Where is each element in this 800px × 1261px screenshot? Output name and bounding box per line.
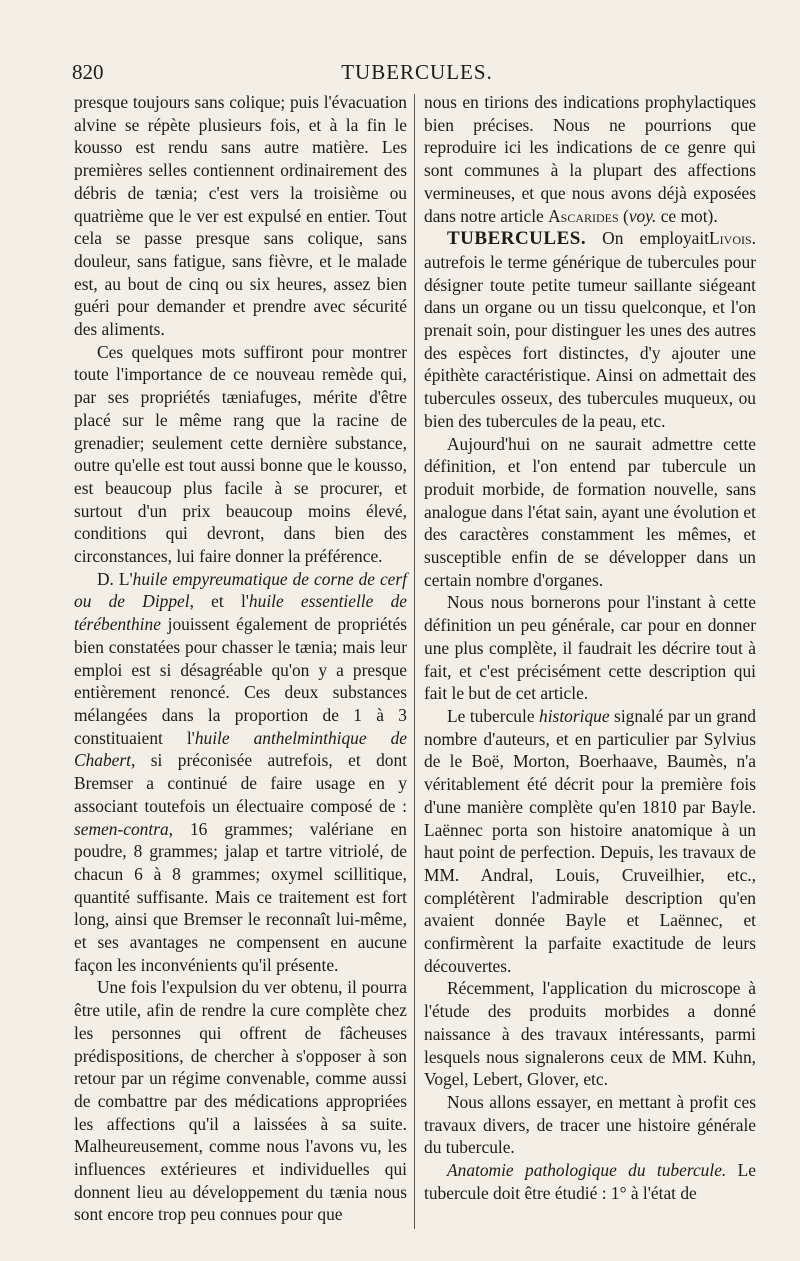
article-opening-paragraph bbox=[424, 227, 756, 432]
italic-term: huile essentielle de térébenthine bbox=[74, 591, 407, 635]
paragraph: Récemment, l'application du microscope à l'étude des produits morbides a donné naissance à des travaux intéressants, parmi lesquels nous signalerons ceux de MM. Kuhn, Vogel, Lebert, Glover, etc. bbox=[424, 978, 756, 1090]
text-run: ce mot). bbox=[656, 205, 718, 226]
italic-term: historique bbox=[539, 705, 610, 726]
text-run: On employait autrefois le terme générique de tubercules pour désigner toute petite tumeur saillante siégeant dans un organe ou un tissu quelconque, et l'on prenait soin, pour distinguer les unes des autres des espèces fort distinctes, d'y ajouter une épithète caractéristique. Ainsi on admettait des tubercules osseux, des tubercules muqueux, ou bien des tubercules de la peau, etc. bbox=[424, 228, 756, 431]
italic-term: huile empyreumatique de corne de cerf ou de Dippel bbox=[74, 568, 407, 612]
paragraph: Ces quelques mots suffiront pour montrer toute l'importance de ce nouveau remède qui, par ses propriétés tæniafuges, mérite d'être placé sur le même rang que la racine de grenadier; seulement cette dernière substance, outre qu'elle est tout aussi bonne que le kousso, est beaucoup plus facile à se procurer, et surtout d'un prix beaucoup moins élevé, conditions qui devront, dans bien des circonstances, lui faire donner la préférence. bbox=[74, 341, 407, 567]
text-run: Le tubercule bbox=[447, 705, 540, 726]
text-run: jouissent également de propriétés bien constatées pour chasser le tænia; mais leur emploi est si désagréable qu'on y a presque entièrement renoncé. Ces deux substances mélangées dans la proportion de 1 à 3 constituaient l' bbox=[74, 614, 407, 748]
paragraph bbox=[424, 1159, 756, 1204]
running-head bbox=[72, 60, 762, 90]
text-run: signalé par un grand nombre d'auteurs, et en particulier par Sylvius de le Boë, Morton, Boerhaave, Baumès, n'a véritablement été décrit pour la première fois d'une manière complète qu'en 1810 par Bayle. Laënnec porta son histoire anatomique à un haut point de perfection. Depuis, les travaux de MM. Andral, Louis, Cruveilhier, etc., complétèrent l'admirable description qu'en avaient donnée Bayle et Laënnec, et confirmèrent la parfaite exactitude de leurs découvertes. bbox=[424, 705, 756, 976]
left-column bbox=[74, 91, 407, 1226]
author-signature: Livois. bbox=[709, 228, 756, 249]
italic-term: huile anthelminthique de Chabert bbox=[74, 727, 407, 771]
text-run: , et l' bbox=[189, 591, 249, 612]
paragraph: presque toujours sans colique; puis l'évacuation alvine se répète plusieurs fois, et à la fin le kousso est rendu sans autre matière. Les premières selles contiennent ordinairement des débris de tænia; c'est vers la troisième ou quatrième que le ver est expulsé en entier. Tout cela se passe presque sans colique, sans douleur, sans fatigue, sans fièvre, et le malade est, au bout de cinq ou six heures, assez bien guéri pour demander et prendre avec sécurité des aliments. bbox=[74, 92, 407, 340]
paragraph: Nous allons essayer, en mettant à profit ces travaux divers, de tracer une histoire générale du tubercule. bbox=[424, 1091, 756, 1158]
text-run: ( bbox=[618, 205, 629, 226]
text-run: , 16 grammes; valériane en poudre, 8 grammes; jalap et tartre vitriolé, de chacun 6 à 8 grammes; oxymel scillitique, quantité suffisante. Mais ce traitement est fort long, ainsi que Bremser le reconnaît lui-même, et ses avantages ne compensent en aucune façon les inconvénients qu'il présente. bbox=[74, 818, 407, 975]
section-heading: Anatomie pathologique du tubercule. bbox=[447, 1160, 727, 1181]
running-title: TUBERCULES. bbox=[341, 60, 493, 84]
italic-term: voy. bbox=[628, 205, 657, 226]
text-run: nous en tirions des indications prophylactiques bien précises. Nous ne pourrions que reproduire ici les indications de ce genre qui sont communes à la plupart des affections vermineuses, et que nous avons déjà exposées dans notre article bbox=[424, 92, 756, 226]
cross-reference: Ascarides bbox=[548, 205, 619, 226]
paragraph: Nous nous bornerons pour l'instant à cette définition un peu générale, car pour en donner une plus complète, il faudrait les décrire tout à fait, et c'est précisément cette description qui fait le but de cet article. bbox=[424, 592, 756, 704]
paragraph: Une fois l'expulsion du ver obtenu, il pourra être utile, afin de rendre la cure complète chez les personnes qui offrent de fâcheuses prédispositions, de chercher à s'opposer à son retour par un régime convenable, comme aussi de combattre par des médications appropriées les affections qu'il a laissées à sa suite. Malheureusement, comme nous l'avons vu, les influences extérieures et individuelles qui donnent lieu au développement du tænia nous sont encore trop peu connues pour que bbox=[74, 977, 407, 1225]
column-divider bbox=[414, 94, 415, 1229]
right-column bbox=[424, 91, 756, 1204]
text-run: , si préconisée autrefois, et dont Bremser a continué de faire usage en y associant toutefois un électuaire composé de : bbox=[74, 750, 407, 816]
text-run: Le tubercule doit être étudié : 1° à l'état de bbox=[424, 1160, 756, 1203]
entry-headword: TUBERCULES. bbox=[447, 228, 587, 250]
paragraph bbox=[74, 568, 407, 977]
paragraph: Aujourd'hui on ne saurait admettre cette définition, et l'on entend par tubercule un produit morbide, de formation nouvelle, sans analogue dans l'état sain, ayant une évolution et des caractères constamment les mêmes, et susceptible enfin de se développer dans un certain nombre d'organes. bbox=[424, 433, 756, 590]
paragraph bbox=[424, 705, 756, 977]
page-number: 820 bbox=[72, 60, 104, 84]
italic-term: semen-contra bbox=[74, 818, 169, 839]
text-run: D. L' bbox=[97, 568, 133, 589]
